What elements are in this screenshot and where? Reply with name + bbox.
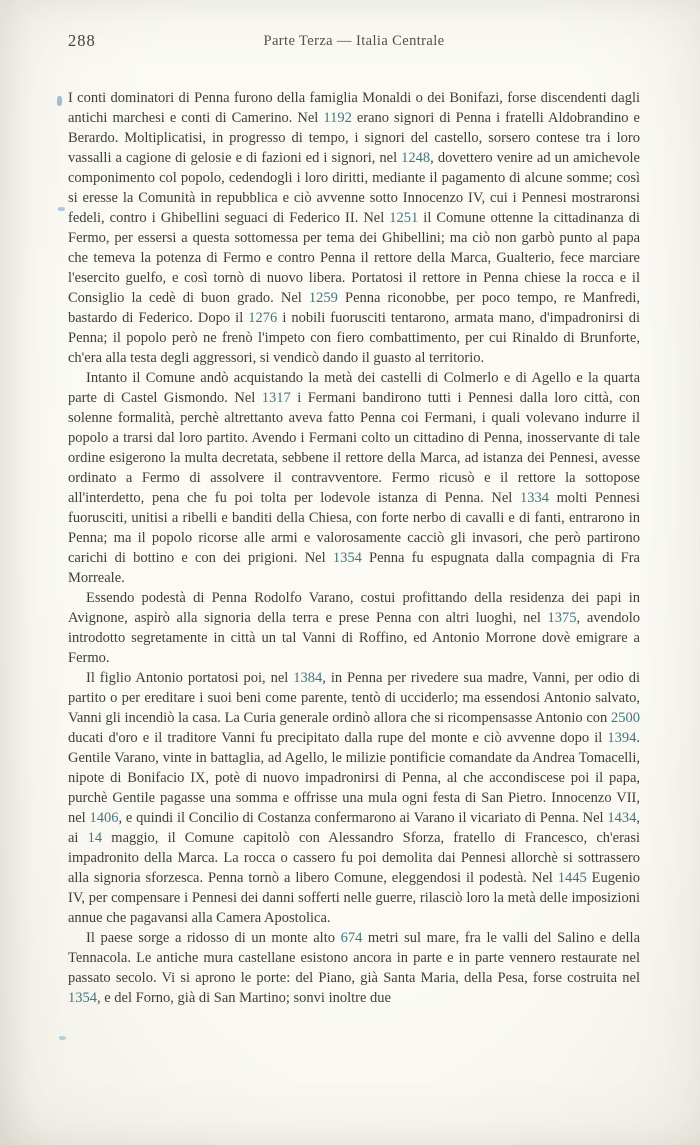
- page-text-block: [68, 88, 640, 1008]
- running-title: Parte Terza — Italia Centrale: [263, 33, 445, 49]
- page-number: 288: [68, 31, 96, 50]
- paragraph-antonio-varano: Il figlio Antonio portatosi poi, nel 1384, in Penna per rivedere sua madre, Vanni, per odio di partito o per ereditare i suoi beni come parente, tentò di ucciderlo; ma essendosi Antonio salvato, Vanni gli incendiò la casa. La Curia generale ordinò allora che si ricompensasse Antonio con 2500 ducati d'oro e il traditore Vanni fu precipitato dalla rupe del monte e ciò avvenne dopo il 1394. Gentile Varano, vinte in battaglia, ad Agello, le milizie pontificie comandate da Andrea Tomacelli, nipote di Bonifacio IX, potè di nuovo impadronirsi di Penna, al che accondiscese poi il papa, purchè Gentile pagasse una somma e offrisse una mula ogni festa di San Pietro. Innocenzo VII, nel 1406, e quindi il Concilio di Costanza confermarono ai Varano il vicariato di Penna. Nel 1434, ai 14 maggio, il Comune capitolò con Alessandro Sforza, fratello di Francesco, ch'erasi impadronito della Marca. La rocca o cassero fu poi demolita dai Pennesi allorchè si sottrassero alla signoria sforzesca. Penna tornò a libero Comune, eleggendosi il podestà. Nel 1445 Eugenio IV, per compensare i Pennesi dei danni sofferti nelle guerre, rilasciò loro la metà delle imposizioni annue che pagavansi alla Camera Apostolica.: [68, 670, 641, 926]
- scan-artifact: [58, 207, 65, 211]
- paragraph-rodolfo-varano: Essendo podestà di Penna Rodolfo Varano, costui profittando della residenza dei papi in Avignone, aspirò alla signoria della terra e prese Penna con altri luoghi, nel 1375, avendolo introdotto segretamente in città un tal Vanni di Roffino, ed Antonio Morrone dovè emigrare a Fermo.: [68, 590, 641, 666]
- paragraph-castles-fermani: Intanto il Comune andò acquistando la metà dei castelli di Colmerlo e di Agello e la quarta parte di Castel Gismondo. Nel 1317 i Fermani bandirono tutti i Pennesi dalla loro città, con solenne formalità, perchè altrettanto aveva fatto Penna coi Fermani, i quali volevano indurre il popolo a trarsi dal loro partito. Avendo i Fermani colto un cittadino di Penna, inosservante di tale ordine esigerono la multa decretata, sebbene il rettore della Marca, ad istanza dei Pennesi, avesse ordinato a Fermo di assolvere il contravventore. Fermo ricusò e il rettore la sottopose all'interdetto, pena che fu poi tolta per lodevole istanza di Penna. Nel 1334 molti Pennesi fuorusciti, unitisi a ribelli e banditi della Chiesa, con forte nerbo di cavalli e di fanti, entrarono in Penna; ma il popolo ricorse alle armi e valorosamente cacciò gli invasori, che però partirono carichi di bottino e con dei prigioni. Nel 1354 Penna fu espugnata dalla compagnia di Fra Morreale.: [68, 370, 641, 586]
- scan-artifact: [59, 1036, 66, 1040]
- paragraph-town-description: Il paese sorge a ridosso di un monte alto 674 metri sul mare, fra le valli del Salino e della Tennacola. Le antiche mura castellane esistono ancora in parte e in parte vennero restaurate nel passato secolo. Vi si aprono le porte: del Piano, già Santa Maria, della Pesa, forse costruita nel 1354, e del Forno, già di San Martino; sonvi inoltre due: [68, 930, 640, 1006]
- scan-artifact: [57, 96, 62, 106]
- running-header: [68, 31, 640, 53]
- paragraph-penna-counts: I conti dominatori di Penna furono della famiglia Monaldi o dei Bonifazi, forse discendenti dagli antichi marchesi e conti di Camerino. Nel 1192 erano signori di Penna i fratelli Aldobrandino e Berardo. Moltiplicatisi, in progresso di tempo, i signori del castello, sorsero contese tra i loro vassalli a cagione di gelosie e di fazioni ed i signori, nel 1248, dovettero venire ad un amichevole componimento col popolo, cedendogli i loro diritti, mediante il pagamento di alcune somme; così si eresse la Comunità in repubblica e ciò avvenne sotto Innocenzo IV, cui i Pennesi mostraronsi fedeli, contro i Ghibellini seguaci di Federico II. Nel 1251 il Comune ottenne la cittadinanza di Fermo, per essersi a questa sottomessa per tema dei Ghibellini; ma ciò non garbò punto al papa che temeva la potenza di Fermo e contro Penna il rettore della Marca, Gualterio, fece marciare l'esercito guelfo, e così tornò di nuovo libera. Portatosi il rettore in Penna chiese la rocca e il Consiglio la cedè di buon grado. Nel 1259 Penna riconobbe, per poco tempo, re Manfredi, bastardo di Federico. Dopo il 1276 i nobili fuorusciti tentarono, armata mano, d'impadronirsi di Penna; il popolo però ne frenò l'impeto con fiero combattimento, per cui Rinaldo di Brunforte, ch'era alla testa degli aggressori, si vendicò dando il guasto al territorio.: [68, 90, 641, 366]
